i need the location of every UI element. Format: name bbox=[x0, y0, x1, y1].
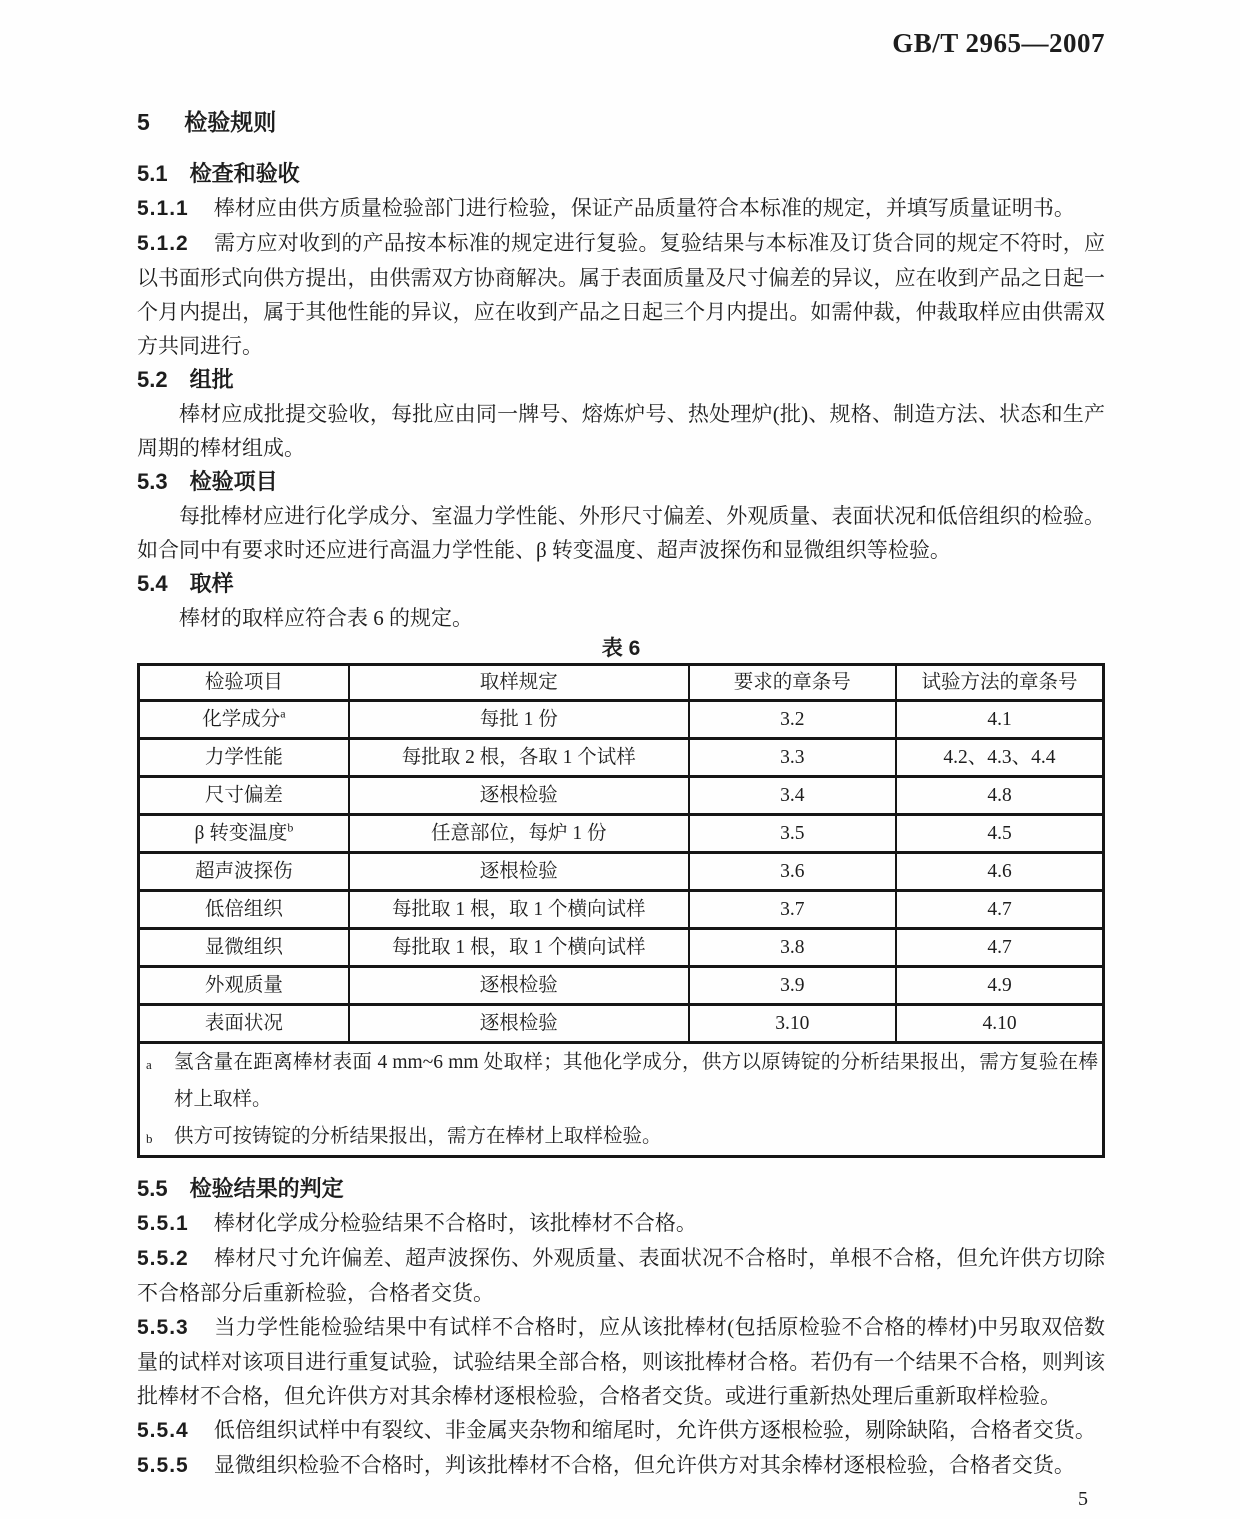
table-row bbox=[139, 967, 1104, 1005]
cell-method: 4.1 bbox=[896, 701, 1104, 739]
cell-item bbox=[139, 815, 349, 853]
cell-item: 外观质量 bbox=[139, 967, 349, 1005]
cell-sampling: 逐根检验 bbox=[349, 853, 689, 891]
clause-number: 5.1.2 bbox=[137, 232, 189, 255]
footnote-marker-b: b bbox=[146, 1131, 153, 1146]
clause-number: 5.5.2 bbox=[137, 1247, 189, 1270]
clause-5-4-text: 棒材的取样应符合表 6 的规定。 bbox=[179, 606, 473, 630]
cell-sampling: 每批取 1 根，取 1 个横向试样 bbox=[349, 929, 689, 967]
clause-5-1-2 bbox=[137, 226, 1105, 363]
section-heading-5-3 bbox=[137, 465, 1105, 499]
item-label: 化学成分 bbox=[202, 709, 281, 730]
footnote-text: 供方可按铸锭的分析结果报出，需方在棒材上取样检验。 bbox=[174, 1126, 662, 1147]
section-heading-5-1 bbox=[137, 157, 1105, 191]
cell-requirement: 3.8 bbox=[689, 929, 896, 967]
clause-number: 5.5.5 bbox=[137, 1454, 189, 1477]
column-header-test-method-clause: 试验方法的章条号 bbox=[896, 665, 1104, 701]
section-title: 检验项目 bbox=[189, 469, 278, 494]
table-row bbox=[139, 853, 1104, 891]
cell-requirement: 3.2 bbox=[689, 701, 896, 739]
clause-number: 5.5.3 bbox=[137, 1316, 189, 1339]
footnote-ref-a: a bbox=[280, 706, 286, 721]
clause-text: 棒材化学成分检验结果不合格时，该批棒材不合格。 bbox=[213, 1211, 697, 1235]
table-footnotes bbox=[139, 1043, 1104, 1157]
footnote-a bbox=[144, 1044, 1098, 1118]
footnote-text: 氢含量在距离棒材表面 4 mm~6 mm 处取样；其他化学成分，供方以原铸锭的分析结果报出，需方复验在棒材上取样。 bbox=[174, 1052, 1098, 1110]
clause-text: 需方应对收到的产品按本标准的规定进行复验。复验结果与本标准及订货合同的规定不符时，应以书面形式向供方提出，由供需双方协商解决。属于表面质量及尺寸偏差的异议，应在收到产品之日起一个月内提出，属于其他性能的异议，应在收到产品之日起三个月内提出。如需仲裁，仲裁取样应由供需双方共同进行。 bbox=[137, 231, 1105, 358]
clause-text: 棒材应由供方质量检验部门进行检验，保证产品质量符合本标准的规定，并填写质量证明书。 bbox=[213, 196, 1075, 220]
cell-requirement: 3.4 bbox=[689, 777, 896, 815]
cell-requirement: 3.5 bbox=[689, 815, 896, 853]
table-row bbox=[139, 1005, 1104, 1043]
cell-sampling: 逐根检验 bbox=[349, 777, 689, 815]
cell-method: 4.6 bbox=[896, 853, 1104, 891]
column-header-requirement-clause: 要求的章条号 bbox=[689, 665, 896, 701]
cell-sampling: 逐根检验 bbox=[349, 967, 689, 1005]
section-number: 5.5 bbox=[137, 1176, 168, 1201]
clause-5-5-3 bbox=[137, 1310, 1105, 1413]
cell-item: 力学性能 bbox=[139, 739, 349, 777]
footnote-b bbox=[144, 1118, 1098, 1155]
cell-item: 尺寸偏差 bbox=[139, 777, 349, 815]
section-number: 5 bbox=[137, 109, 150, 135]
clause-5-5-2 bbox=[137, 1241, 1105, 1310]
table-row bbox=[139, 777, 1104, 815]
column-header-sampling: 取样规定 bbox=[349, 665, 689, 701]
table-header-row bbox=[139, 665, 1104, 701]
item-label: β 转变温度 bbox=[194, 823, 288, 844]
page-number: 5 bbox=[1078, 1488, 1088, 1510]
cell-item: 低倍组织 bbox=[139, 891, 349, 929]
cell-method: 4.10 bbox=[896, 1005, 1104, 1043]
table-row bbox=[139, 815, 1104, 853]
cell-sampling: 每批 1 份 bbox=[349, 701, 689, 739]
clause-text: 显微组织检验不合格时，判该批棒材不合格，但允许供方对其余棒材逐根检验，合格者交货。 bbox=[213, 1453, 1075, 1477]
cell-requirement: 3.10 bbox=[689, 1005, 896, 1043]
clause-5-5-1 bbox=[137, 1206, 1105, 1241]
clause-5-5-5 bbox=[137, 1448, 1105, 1483]
table-row bbox=[139, 891, 1104, 929]
cell-requirement: 3.6 bbox=[689, 853, 896, 891]
table-footnote-row bbox=[139, 1043, 1104, 1157]
cell-item: 显微组织 bbox=[139, 929, 349, 967]
cell-item: 超声波探伤 bbox=[139, 853, 349, 891]
section-title: 检验结果的判定 bbox=[189, 1176, 344, 1201]
clause-number: 5.5.4 bbox=[137, 1419, 189, 1442]
cell-sampling: 逐根检验 bbox=[349, 1005, 689, 1043]
cell-sampling: 每批取 2 根，各取 1 个试样 bbox=[349, 739, 689, 777]
clause-5-3-text: 每批棒材应进行化学成分、室温力学性能、外形尺寸偏差、外观质量、表面状况和低倍组织的检验。如合同中有要求时还应进行高温力学性能、β 转变温度、超声波探伤和显微组织等检验。 bbox=[137, 504, 1105, 562]
clause-number: 5.5.1 bbox=[137, 1212, 189, 1235]
table-6-title: 表 6 bbox=[601, 637, 641, 660]
cell-requirement: 3.7 bbox=[689, 891, 896, 929]
clause-text: 棒材尺寸允许偏差、超声波探伤、外观质量、表面状况不合格时，单根不合格，但允许供方切除不合格部分后重新检验，合格者交货。 bbox=[137, 1246, 1105, 1305]
clause-text: 低倍组织试样中有裂纹、非金属夹杂物和缩尾时，允许供方逐根检验，剔除缺陷，合格者交货。 bbox=[213, 1418, 1096, 1442]
section-number: 5.2 bbox=[137, 367, 168, 392]
standard-code: GB/T 2965—2007 bbox=[892, 28, 1105, 58]
section-title: 检验规则 bbox=[184, 109, 277, 135]
section-title: 检查和验收 bbox=[189, 161, 300, 186]
cell-item: 表面状况 bbox=[139, 1005, 349, 1043]
table-6 bbox=[137, 663, 1105, 1158]
clause-5-2-text: 棒材应成批提交验收，每批应由同一牌号、熔炼炉号、热处理炉(批)、规格、制造方法、状态和生产周期的棒材组成。 bbox=[137, 402, 1105, 460]
table-row bbox=[139, 701, 1104, 739]
section-number: 5.3 bbox=[137, 469, 168, 494]
clause-number: 5.1.1 bbox=[137, 197, 189, 220]
cell-requirement: 3.3 bbox=[689, 739, 896, 777]
section-number: 5.1 bbox=[137, 161, 168, 186]
section-title: 组批 bbox=[189, 367, 234, 392]
cell-sampling: 任意部位，每炉 1 份 bbox=[349, 815, 689, 853]
section-heading-5-5 bbox=[137, 1172, 1105, 1206]
section-title: 取样 bbox=[189, 571, 234, 596]
footnote-ref-b: b bbox=[287, 820, 294, 835]
cell-method: 4.5 bbox=[896, 815, 1104, 853]
clause-5-5-4 bbox=[137, 1413, 1105, 1448]
section-heading-5 bbox=[137, 105, 1105, 139]
column-header-item: 检验项目 bbox=[139, 665, 349, 701]
cell-method: 4.7 bbox=[896, 929, 1104, 967]
section-heading-5-4 bbox=[137, 567, 1105, 601]
section-number: 5.4 bbox=[137, 571, 168, 596]
cell-method: 4.8 bbox=[896, 777, 1104, 815]
footnote-marker-a: a bbox=[146, 1057, 152, 1072]
table-row bbox=[139, 739, 1104, 777]
section-heading-5-2 bbox=[137, 363, 1105, 397]
cell-sampling: 每批取 1 根，取 1 个横向试样 bbox=[349, 891, 689, 929]
clause-5-1-1 bbox=[137, 191, 1105, 226]
cell-requirement: 3.9 bbox=[689, 967, 896, 1005]
cell-method: 4.2、4.3、4.4 bbox=[896, 739, 1104, 777]
cell-method: 4.9 bbox=[896, 967, 1104, 1005]
cell-method: 4.7 bbox=[896, 891, 1104, 929]
clause-text: 当力学性能检验结果中有试样不合格时，应从该批棒材(包括原检验不合格的棒材)中另取双倍数量的试样对该项目进行重复试验，试验结果全部合格，则该批棒材合格。若仍有一个结果不合格，则判该批棒材不合格，但允许供方对其余棒材逐根检验，合格者交货。或进行重新热处理后重新取样检验。 bbox=[137, 1315, 1105, 1408]
table-row bbox=[139, 929, 1104, 967]
cell-item bbox=[139, 701, 349, 739]
